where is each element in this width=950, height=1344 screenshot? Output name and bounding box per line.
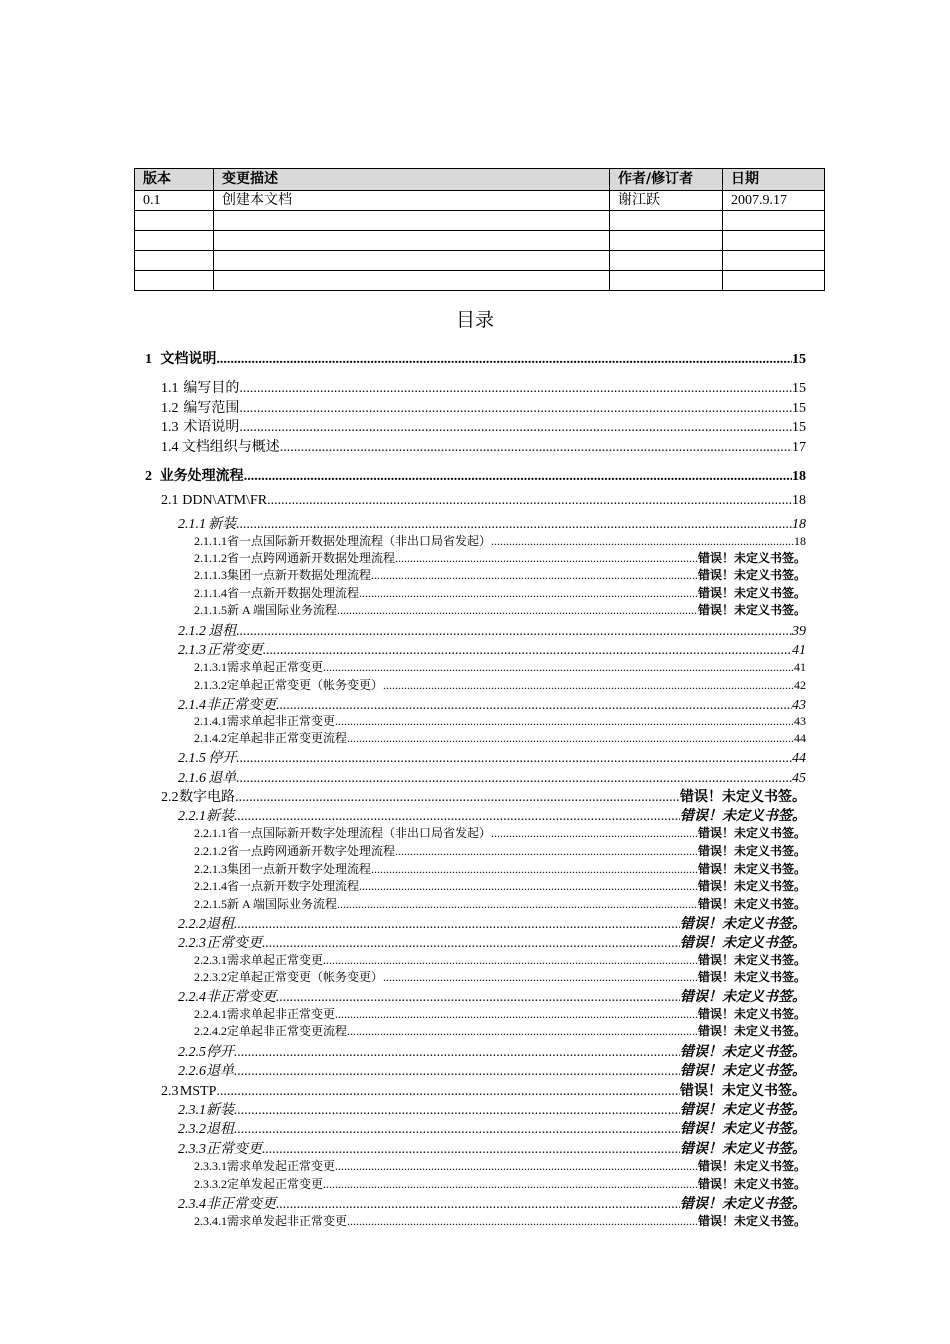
toc-leader-dots xyxy=(371,568,698,583)
toc-entry[interactable] xyxy=(194,584,806,601)
toc-entry-number: 2.1.3.2 xyxy=(194,678,227,692)
toc-entry-page: 15 xyxy=(792,420,806,435)
table-cell xyxy=(135,211,214,231)
toc-entry-number: 2.2.4.2 xyxy=(194,1024,227,1038)
toc-entry-page: 18 xyxy=(792,469,806,484)
toc-leader-dots xyxy=(280,440,792,456)
toc-entry-title: 编写目的 xyxy=(183,381,240,396)
toc-entry-page: 错误！未定义书签。 xyxy=(697,1159,806,1173)
toc-entry-number: 2.2.4 xyxy=(178,990,206,1005)
toc-entry[interactable] xyxy=(161,786,806,806)
toc-entry[interactable] xyxy=(178,747,806,767)
toc-entry-page: 错误！未定义书签。 xyxy=(680,789,806,805)
toc-entry[interactable] xyxy=(194,824,806,841)
toc-entry-page: 错误！未定义书签。 xyxy=(680,916,806,932)
toc-leader-dots xyxy=(262,1142,680,1158)
toc-entry-title: 需求单起正常变更 xyxy=(227,660,324,674)
toc-entry-page: 错误！未定义书签。 xyxy=(680,808,806,824)
toc-leader-dots xyxy=(359,879,698,894)
toc-entry-page: 41 xyxy=(792,643,806,658)
toc-entry-title: 停开 xyxy=(208,751,237,766)
toc-entry[interactable] xyxy=(194,566,806,583)
toc-entry-number: 2.2.1.1 xyxy=(194,826,227,840)
toc-leader-dots xyxy=(335,1159,698,1174)
toc-entry[interactable] xyxy=(178,513,806,533)
table-row xyxy=(135,271,825,291)
toc-entry-page: 错误！未定义书签。 xyxy=(697,897,806,911)
toc-entry-title: 术语说明 xyxy=(183,420,240,435)
toc-leader-dots xyxy=(267,493,792,509)
toc-entry-title: 省一点新开数据处理流程 xyxy=(227,586,360,600)
header-author: 作者/修订者 xyxy=(610,169,723,191)
toc-entry-title: 业务处理流程 xyxy=(159,468,244,484)
toc-leader-dots xyxy=(239,401,792,417)
toc-leader-dots xyxy=(491,826,698,841)
table-cell: 0.1 xyxy=(135,191,214,211)
toc-entry-page: 错误！未定义书签。 xyxy=(697,1024,806,1038)
toc-leader-dots xyxy=(371,862,698,877)
table-cell: 2007.9.17 xyxy=(723,191,825,211)
toc-entry-page: 错误！未定义书签。 xyxy=(697,1214,806,1228)
toc-entry[interactable] xyxy=(194,1005,806,1022)
toc-entry[interactable] xyxy=(178,932,806,952)
toc-entry-number: 2.1.3 xyxy=(178,643,206,658)
toc-entry[interactable] xyxy=(194,1175,806,1192)
toc-entry-title: 数字电路 xyxy=(179,790,236,805)
toc-leader-dots xyxy=(236,771,792,787)
toc-leader-dots xyxy=(395,844,698,859)
toc-entry-page: 错误！未定义书签。 xyxy=(680,935,806,951)
header-date: 日期 xyxy=(723,169,825,191)
toc-entry-number: 2.2.1.5 xyxy=(194,897,227,911)
table-cell xyxy=(214,211,610,231)
toc-entry-number: 2.1.3.1 xyxy=(194,660,227,674)
toc-entry-number: 1.2 xyxy=(161,401,179,416)
table-cell xyxy=(610,231,723,251)
toc-entry-number: 2.1.1.1 xyxy=(194,534,227,548)
toc-entry[interactable] xyxy=(178,1118,806,1138)
header-version: 版本 xyxy=(135,169,214,191)
toc-entry[interactable] xyxy=(178,913,806,933)
toc-entry-number: 1.4 xyxy=(161,440,179,455)
toc-leader-dots xyxy=(491,534,794,549)
toc-entry-page: 错误！未定义书签。 xyxy=(697,970,806,984)
toc-entry-number: 2.2.1.3 xyxy=(194,862,227,876)
toc-entry-number: 2.3.3 xyxy=(178,1142,206,1157)
toc-entry-page: 错误！未定义书签。 xyxy=(680,1083,806,1099)
toc-leader-dots xyxy=(235,790,680,806)
toc-leader-dots xyxy=(276,1197,680,1213)
toc-entry-title: 省一点跨网通新开数据处理流程 xyxy=(227,551,396,565)
toc-entry-page: 错误！未定义书签。 xyxy=(697,551,806,565)
table-row xyxy=(135,191,825,211)
toc-entry-number: 2.3.2 xyxy=(178,1122,206,1137)
toc-entry[interactable] xyxy=(194,860,806,877)
table-cell: 谢江跃 xyxy=(610,191,723,211)
toc-entry-number: 1 xyxy=(145,352,152,367)
toc-entry-number: 1.3 xyxy=(161,420,179,435)
toc-entry[interactable] xyxy=(145,348,806,368)
toc-leader-dots xyxy=(347,1024,698,1039)
toc-entry-page: 错误！未定义书签。 xyxy=(680,1121,806,1137)
toc-entry-title: 停开 xyxy=(206,1045,234,1060)
toc-leader-dots xyxy=(347,731,794,746)
table-cell xyxy=(214,251,610,271)
toc-entry-number: 2.1.6 xyxy=(178,771,206,786)
toc-entry-page: 错误！未定义书签。 xyxy=(697,603,806,617)
toc-entry-page: 43 xyxy=(794,714,806,728)
toc-entry-page: 18 xyxy=(792,493,806,508)
toc-entry-title: 需求单起非正常变更 xyxy=(227,714,336,728)
toc-leader-dots xyxy=(323,660,794,675)
toc-leader-dots xyxy=(244,469,792,485)
table-cell xyxy=(610,251,723,271)
toc-entry-number: 2.2.6 xyxy=(178,1064,206,1079)
toc-entry-page: 错误！未定义书签。 xyxy=(697,586,806,600)
toc-entry-page: 错误！未定义书签。 xyxy=(697,844,806,858)
toc-entry-number: 2.1 xyxy=(161,493,179,508)
header-description: 变更描述 xyxy=(214,169,610,191)
toc-entry-number: 2.1.1.3 xyxy=(194,568,227,582)
toc-entry-title: 退单 xyxy=(206,1064,234,1079)
toc-entry-number: 2.3.4 xyxy=(178,1197,206,1212)
toc-entry-page: 42 xyxy=(794,678,806,692)
toc-entry[interactable] xyxy=(178,1193,806,1213)
toc-entry-page: 错误！未定义书签。 xyxy=(680,1102,806,1118)
toc-entry-title: 定单起非正常变更流程 xyxy=(227,731,348,745)
toc-entry-title: 新装 xyxy=(208,517,237,532)
toc-leader-dots xyxy=(234,1122,680,1138)
toc-entry-title: 文档说明 xyxy=(160,351,217,367)
table-cell xyxy=(135,271,214,291)
toc-entry[interactable] xyxy=(161,1080,806,1100)
toc-entry-number: 2.1.1.4 xyxy=(194,586,227,600)
toc-entry-title: 集团一点新开数字处理流程 xyxy=(227,862,372,876)
toc-leader-dots xyxy=(337,603,698,618)
toc-entry-number: 2.2.5 xyxy=(178,1045,206,1060)
toc-entry-title: 非正常变更 xyxy=(206,698,277,713)
toc-leader-dots xyxy=(234,1064,680,1080)
toc-entry-number: 2.3 xyxy=(161,1084,179,1099)
revision-history-table xyxy=(134,168,825,291)
toc-leader-dots xyxy=(276,990,680,1006)
toc-entry-number: 2.1.2 xyxy=(178,624,206,639)
toc-entry-title: MSTP xyxy=(179,1084,217,1099)
toc-entry[interactable] xyxy=(194,951,806,968)
toc-entry-page: 18 xyxy=(794,534,806,548)
table-row xyxy=(135,251,825,271)
toc-entry-title: 正常变更 xyxy=(206,643,263,658)
toc-entry-page: 错误！未定义书签。 xyxy=(697,953,806,967)
toc-entry-page: 43 xyxy=(792,698,806,713)
toc-entry[interactable] xyxy=(178,1099,806,1119)
toc-entry-page: 错误！未定义书签。 xyxy=(697,879,806,893)
toc-entry-number: 2.1.4 xyxy=(178,698,206,713)
toc-leader-dots xyxy=(337,897,698,912)
toc-leader-dots xyxy=(234,917,680,933)
toc-entry-page: 错误！未定义书签。 xyxy=(680,989,806,1005)
table-row xyxy=(135,211,825,231)
toc-entry-number: 2.3.1 xyxy=(178,1103,206,1118)
toc-leader-dots xyxy=(216,352,792,368)
toc-entry-title: 定单起正常变更（帐务变更） xyxy=(227,970,384,984)
toc-entry-title: 非正常变更 xyxy=(206,1197,276,1212)
toc-entry-page: 错误！未定义书签。 xyxy=(697,568,806,582)
toc-entry-number: 2.2.1.2 xyxy=(194,844,227,858)
toc-entry-title: 编写范围 xyxy=(183,401,240,416)
toc-entry-title: 新装 xyxy=(206,809,234,824)
toc-entry-page: 错误！未定义书签。 xyxy=(697,862,806,876)
toc-entry[interactable] xyxy=(194,549,806,566)
toc-entry-title: 新 A 端国际业务流程 xyxy=(227,897,338,911)
table-cell xyxy=(723,271,825,291)
toc-entry[interactable] xyxy=(194,729,806,746)
toc-entry[interactable] xyxy=(194,658,806,675)
toc-entry[interactable] xyxy=(194,1157,806,1174)
toc-entry-title: 新 A 端国际业务流程 xyxy=(227,603,338,617)
toc-entry-title: 需求单起非正常变更 xyxy=(227,1007,336,1021)
toc-entry[interactable] xyxy=(145,465,806,485)
toc-leader-dots xyxy=(234,1045,680,1061)
toc-leader-dots xyxy=(236,751,792,767)
toc-entry-number: 2.2 xyxy=(161,790,179,805)
toc-entry[interactable] xyxy=(178,1060,806,1080)
table-cell xyxy=(135,251,214,271)
toc-leader-dots xyxy=(359,586,698,601)
toc-leader-dots xyxy=(239,381,792,397)
toc-entry-number: 2.2.2 xyxy=(178,917,206,932)
toc-entry-number: 2.2.3.2 xyxy=(194,970,227,984)
toc-entry[interactable] xyxy=(161,397,806,417)
toc-entry-title: 省一点国际新开数据处理流程（非出口局省发起） xyxy=(227,534,492,548)
toc-entry-number: 2.2.1.4 xyxy=(194,879,227,893)
table-body xyxy=(135,191,825,291)
table-cell xyxy=(723,211,825,231)
toc-entry-page: 错误！未定义书签。 xyxy=(680,1063,806,1079)
toc-entry-title: 集团一点新开数据处理流程 xyxy=(227,568,372,582)
toc-entry[interactable] xyxy=(194,1022,806,1039)
toc-leader-dots xyxy=(234,1103,680,1119)
toc-entry-page: 错误！未定义书签。 xyxy=(680,1196,806,1212)
toc-entry[interactable] xyxy=(178,805,806,825)
toc-entry-title: 退租 xyxy=(206,1122,234,1137)
toc-entry[interactable] xyxy=(178,1041,806,1061)
toc-entry[interactable] xyxy=(178,767,806,787)
table-cell xyxy=(610,271,723,291)
toc-entry[interactable] xyxy=(161,416,806,436)
table-cell xyxy=(135,231,214,251)
toc-entry[interactable] xyxy=(194,895,806,912)
toc-entry[interactable] xyxy=(178,1138,806,1158)
toc-entry-title: 需求单起正常变更 xyxy=(227,953,324,967)
toc-entry-page: 错误！未定义书签。 xyxy=(680,1141,806,1157)
toc-leader-dots xyxy=(383,678,794,693)
toc-entry[interactable] xyxy=(194,877,806,894)
toc-leader-dots xyxy=(323,953,698,968)
toc-entry-number: 2.1.5 xyxy=(178,751,206,766)
toc-title: 目录 xyxy=(455,309,494,331)
table-cell xyxy=(723,251,825,271)
toc-entry-page: 44 xyxy=(794,731,806,745)
toc-leader-dots xyxy=(323,1177,698,1192)
toc-entry-page: 44 xyxy=(792,751,806,766)
toc-entry-title: 退单 xyxy=(208,771,237,786)
table-header-row xyxy=(135,169,825,191)
toc-entry-number: 2.1.4.2 xyxy=(194,731,227,745)
toc-leader-dots xyxy=(234,809,680,825)
toc-leader-dots xyxy=(239,420,792,436)
toc-entry-page: 45 xyxy=(792,771,806,786)
toc-leader-dots xyxy=(236,624,792,640)
toc-entry-title: 省一点国际新开数字处理流程（非出口局省发起） xyxy=(227,826,492,840)
toc-entry-page: 错误！未定义书签。 xyxy=(680,1044,806,1060)
toc-entry[interactable] xyxy=(161,377,806,397)
toc-entry-title: 退租 xyxy=(208,624,237,639)
toc-entry-page: 39 xyxy=(792,624,806,639)
toc-entry-title: 新装 xyxy=(206,1103,234,1118)
toc-entry[interactable] xyxy=(178,986,806,1006)
toc-entry-page: 41 xyxy=(794,660,806,674)
toc-entry-number: 2.3.3.2 xyxy=(194,1177,227,1191)
table-cell xyxy=(214,231,610,251)
toc-entry-title: 正常变更 xyxy=(206,936,262,951)
toc-entry-number: 2.2.4.1 xyxy=(194,1007,227,1021)
table-cell: 创建本文档 xyxy=(214,191,610,211)
toc-entry-title: 正常变更 xyxy=(206,1142,262,1157)
toc-entry-title: 非正常变更 xyxy=(206,990,276,1005)
table-cell xyxy=(214,271,610,291)
toc-entry-title: DDN\ATM\FR xyxy=(182,493,268,508)
toc-entry-title: 文档组织与概述 xyxy=(181,440,280,455)
toc-entry-title: 需求单发起非正常变更 xyxy=(227,1214,348,1228)
toc-entry-number: 2.1.1 xyxy=(178,517,206,532)
toc-entry[interactable] xyxy=(194,601,806,618)
toc-entry-number: 2.2.1 xyxy=(178,809,206,824)
toc-entry[interactable] xyxy=(194,842,806,859)
toc-entry-page: 18 xyxy=(792,517,806,532)
toc-entry[interactable] xyxy=(178,620,806,640)
toc-entry[interactable] xyxy=(194,712,806,729)
toc-leader-dots xyxy=(335,714,794,729)
toc-entry[interactable] xyxy=(194,676,806,693)
toc-leader-dots xyxy=(347,1214,698,1229)
toc-entry[interactable] xyxy=(178,694,806,714)
toc-entry-number: 2.2.3 xyxy=(178,936,206,951)
toc-entry-title: 省一点跨网通新开数字处理流程 xyxy=(227,844,396,858)
toc-leader-dots xyxy=(383,970,698,985)
toc-entry-page: 15 xyxy=(792,381,806,396)
toc-leader-dots xyxy=(335,1007,698,1022)
toc-entry-title: 需求单发起正常变更 xyxy=(227,1159,336,1173)
toc-leader-dots xyxy=(395,551,698,566)
toc-entry-title: 定单起正常变更（帐务变更） xyxy=(227,678,384,692)
toc-entry-title: 定单发起正常变更 xyxy=(227,1177,324,1191)
toc-entry-page: 错误！未定义书签。 xyxy=(697,1007,806,1021)
toc-entry-number: 2.1.4.1 xyxy=(194,714,227,728)
toc-entry-number: 2 xyxy=(145,469,152,484)
toc-entry-page: 17 xyxy=(792,440,806,455)
table-cell xyxy=(610,211,723,231)
toc-entry-number: 1.1 xyxy=(161,381,179,396)
toc-entry-number: 2.1.1.5 xyxy=(194,603,227,617)
toc-entry-page: 错误！未定义书签。 xyxy=(697,1177,806,1191)
toc-entry-title: 定单起非正常变更流程 xyxy=(227,1024,348,1038)
toc-leader-dots xyxy=(263,643,792,659)
toc-entry[interactable] xyxy=(161,493,806,509)
table-row xyxy=(135,231,825,251)
toc-entry[interactable] xyxy=(194,1212,806,1229)
toc-entry-number: 2.3.4.1 xyxy=(194,1214,227,1228)
toc-leader-dots xyxy=(236,517,792,533)
toc-entry[interactable] xyxy=(178,639,806,659)
toc-leader-dots xyxy=(262,936,680,952)
toc-entry-number: 2.2.3.1 xyxy=(194,953,227,967)
toc-entry-title: 退租 xyxy=(206,917,234,932)
toc-entry-number: 2.3.3.1 xyxy=(194,1159,227,1173)
toc-entry-title: 省一点新开数字处理流程 xyxy=(227,879,360,893)
toc-entry[interactable] xyxy=(194,968,806,985)
toc-entry-page: 错误！未定义书签。 xyxy=(697,826,806,840)
toc-entry-page: 15 xyxy=(792,401,806,416)
toc-entry-number: 2.1.1.2 xyxy=(194,551,227,565)
toc-entry-page: 15 xyxy=(792,352,806,367)
table-cell xyxy=(723,231,825,251)
toc-leader-dots xyxy=(216,1084,680,1100)
toc-entry[interactable] xyxy=(161,436,806,456)
toc-entry[interactable] xyxy=(194,532,806,549)
